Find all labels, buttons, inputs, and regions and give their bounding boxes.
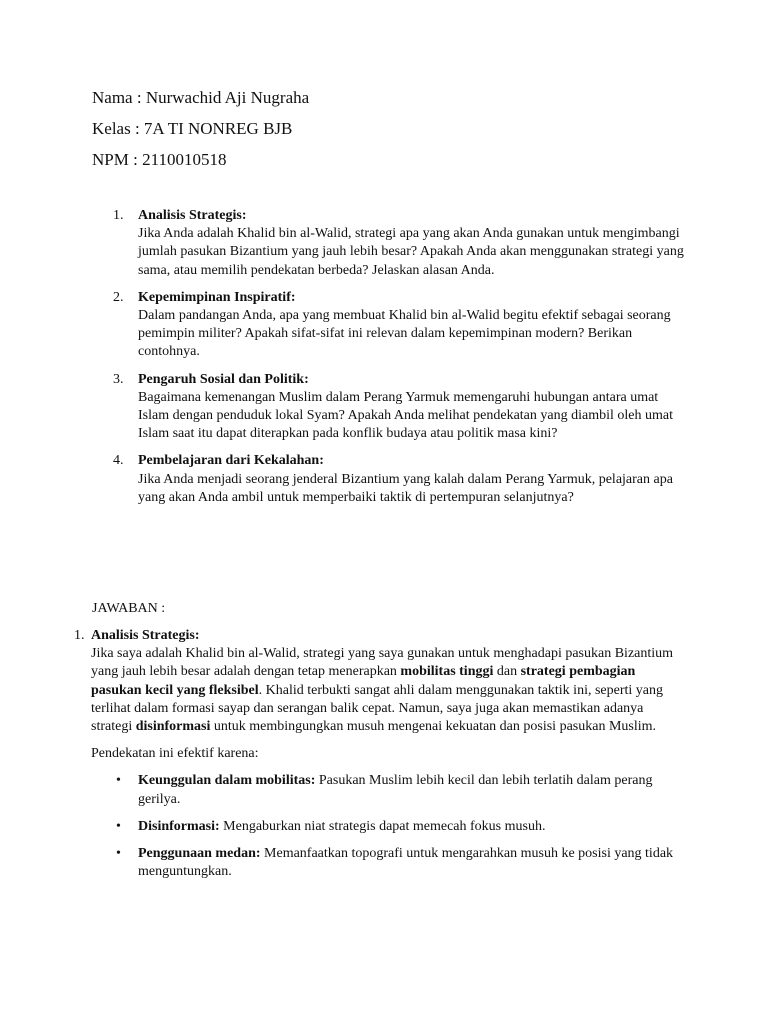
- student-npm: NPM : 2110010518: [92, 150, 227, 169]
- answer-emphasis: strategi pembagian pasukan kecil yang fleksibel: [91, 664, 636, 698]
- reason-item: [116, 845, 674, 881]
- reason-label: Keunggulan dalam mobilitas:: [138, 773, 316, 789]
- question-body: Jika Anda menjadi seorang jenderal Bizantium yang kalah dalam Perang Yarmuk, pelajaran apa yang akan Anda ambil untuk memperbaiki taktik di pertempuran selanjutnya?: [138, 471, 673, 505]
- reason-text: Pasukan Muslim lebih kecil dan lebih terlatih dalam perang gerilya.: [138, 773, 653, 807]
- question-list: [92, 207, 692, 516]
- question-number: 2.: [113, 289, 124, 305]
- bullet-icon: •: [116, 846, 121, 862]
- question-body: Jika Anda adalah Khalid bin al-Walid, strategi apa yang akan Anda gunakan untuk mengimbangi jumlah pasukan Bizantium yang jauh lebih besar? Apakah Anda akan menggunakan strategi yang sama, atau memilih pendekatan berbeda? Jelaskan alasan Anda.: [138, 226, 684, 278]
- question-title: Analisis Strategis:: [138, 208, 247, 223]
- answer-emphasis: mobilitas tinggi: [400, 664, 494, 680]
- student-class: Kelas : 7A TI NONREG BJB: [92, 119, 293, 138]
- answer-text: dan: [493, 664, 521, 680]
- question-item: [92, 452, 692, 507]
- reason-list: [74, 772, 674, 881]
- question-number: 4.: [113, 453, 124, 469]
- answer-section: [74, 627, 674, 890]
- student-name: Nama : Nurwachid Aji Nugraha: [92, 88, 310, 107]
- question-item: [92, 207, 692, 280]
- answer-emphasis: disinformasi: [135, 719, 211, 735]
- question-title: Kepemimpinan Inspiratif:: [138, 289, 296, 305]
- question-item: [92, 371, 692, 444]
- reason-label: Disinformasi:: [138, 818, 220, 834]
- answer-intro: Pendekatan ini efektif karena:: [91, 746, 259, 762]
- question-number: 1.: [113, 208, 124, 223]
- reason-item: [116, 818, 674, 836]
- question-body: Dalam pandangan Anda, apa yang membuat Khalid bin al-Walid begitu efektif sebagai seorang pemimpin militer? Apakah sifat-sifat ini relevan dalam kepemimpinan modern? Berikan contohnya.: [138, 308, 671, 360]
- reason-text: Mengaburkan niat strategis dapat memecah fokus musuh.: [219, 818, 546, 834]
- answer-item: [74, 627, 674, 736]
- question-title: Pengaruh Sosial dan Politik:: [138, 371, 309, 387]
- question-item: [92, 289, 692, 362]
- answer-text: . Khalid terbukti sangat ahli dalam menggunakan taktik ini, seperti yang terlihat dalam formasi sayap dan serangan balik cepat. Namun, saya juga akan memastikan adanya strategi: [91, 682, 663, 735]
- answer-paragraph: [91, 645, 674, 736]
- reason-text: Memanfaatkan topografi untuk mengarahkan musuh ke posisi yang tidak menguntungkan.: [138, 846, 674, 880]
- answer-heading: JAWABAN :: [92, 601, 166, 616]
- answer-title: Analisis Strategis:: [91, 628, 200, 643]
- question-body: Bagaimana kemenangan Muslim dalam Perang Yarmuk memengaruhi hubungan antara umat Islam dengan penduduk lokal Syam? Apakah Anda melihat pendekatan yang diambil oleh umat Islam saat itu dapat diterapkan pada konflik budaya atau politik masa kini?: [138, 389, 673, 442]
- reason-label: Penggunaan medan:: [138, 846, 261, 862]
- bullet-icon: •: [116, 773, 121, 789]
- reason-item: [116, 772, 674, 808]
- answer-text: Jika saya adalah Khalid bin al-Walid, strategi yang saya gunakan untuk menghadapi pasukan Bizantium yang jauh lebih besar adalah dengan tetap menerapkan: [91, 646, 674, 680]
- question-number: 3.: [113, 371, 124, 387]
- bullet-icon: •: [116, 818, 121, 834]
- question-title: Pembelajaran dari Kekalahan:: [138, 453, 324, 469]
- answer-number: 1.: [74, 628, 85, 643]
- answer-text: untuk membingungkan musuh mengenai kekuatan dan posisi pasukan Muslim.: [210, 719, 657, 735]
